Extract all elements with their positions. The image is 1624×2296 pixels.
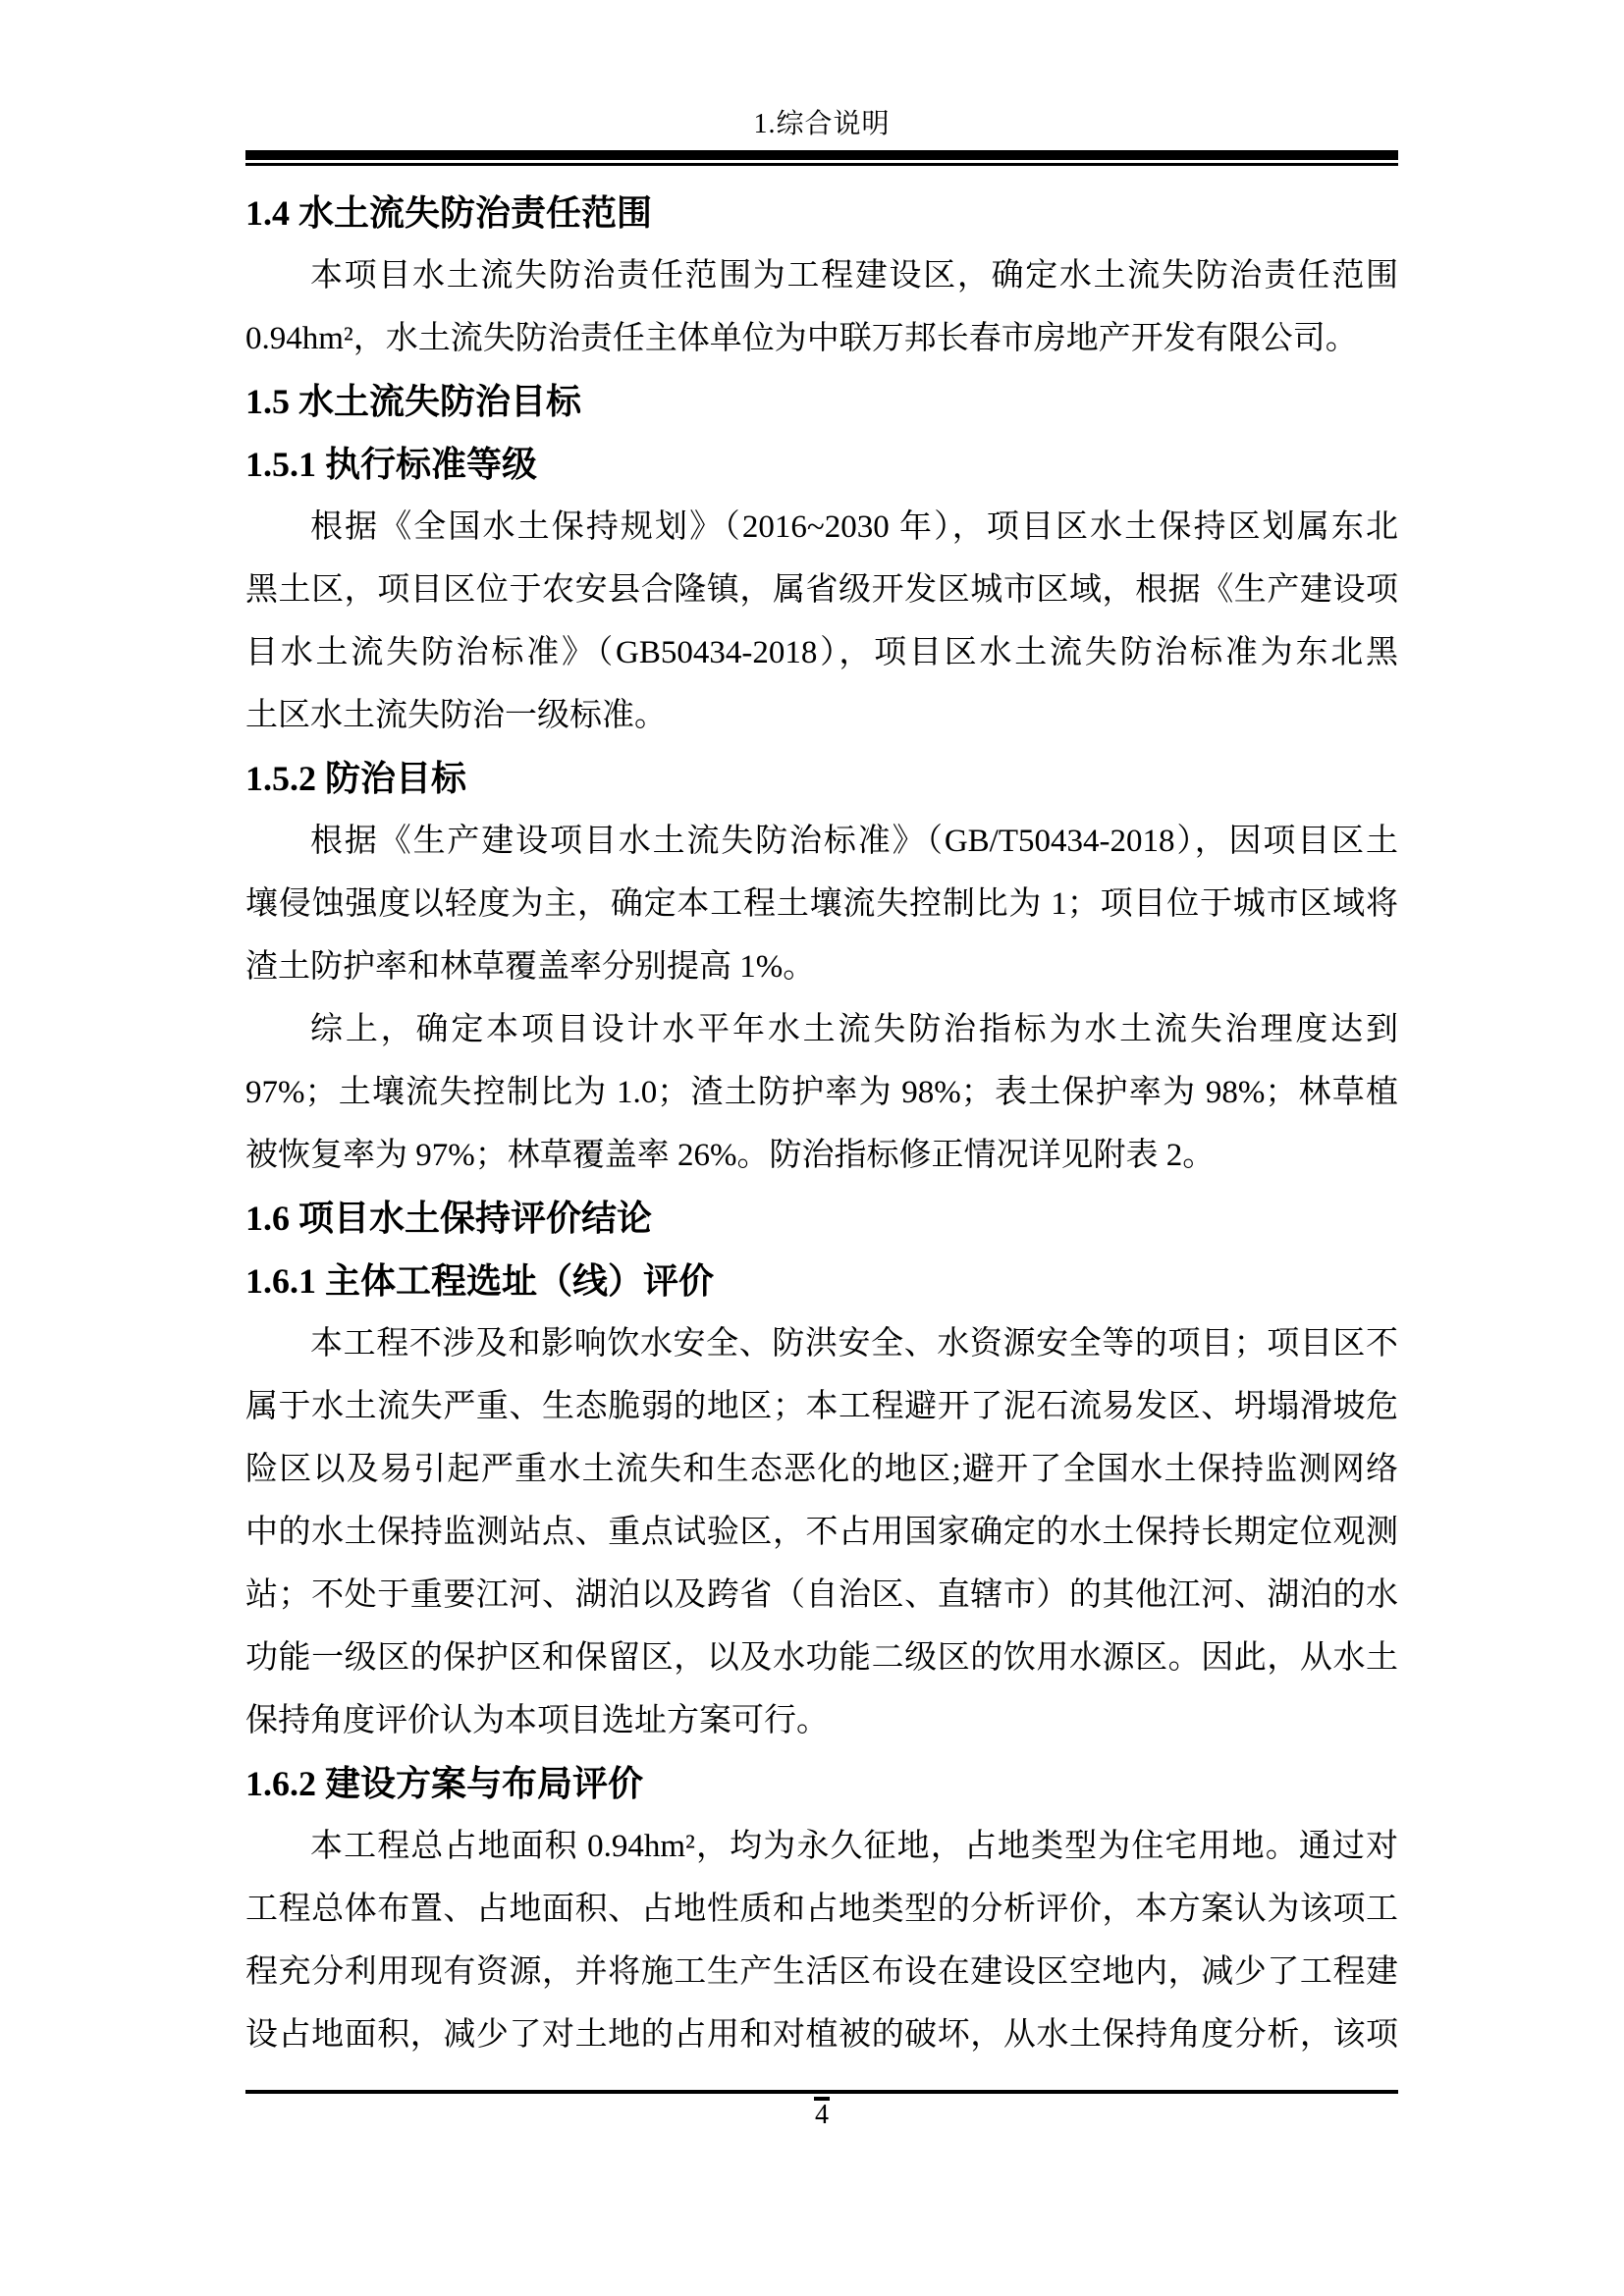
section-heading: 1.6.1 主体工程选址（线）评价 (245, 1261, 715, 1301)
paragraph-line: 保持角度评价认为本项目选址方案可行。 (245, 1703, 829, 1738)
paragraph-line: 根据《全国水土保持规划》（2016~2030 年），项目区水土保持区划属东北 (310, 509, 1398, 545)
paragraph-line: 本工程总占地面积 0.94hm²，均为永久征地，占地类型为住宅用地。通过对 (310, 1829, 1398, 1864)
section-heading: 1.5.1 执行标准等级 (245, 445, 538, 484)
paragraph-line: 功能一级区的保护区和保留区，以及水功能二级区的饮用水源区。因此，从水土 (245, 1640, 1398, 1676)
running-header: 1.综合说明 (753, 109, 891, 139)
paragraph-line: 被恢复率为 97%；林草覆盖率 26%。防治指标修正情况详见附表 2。 (245, 1138, 1216, 1173)
paragraph-line: 渣土防护率和林草覆盖率分别提高 1%。 (245, 949, 816, 985)
paragraph-line: 险区以及易引起严重水土流失和生态恶化的地区;避开了全国水土保持监测网络 (245, 1452, 1398, 1487)
paragraph-line: 综上，确定本项目设计水平年水土流失防治指标为水土流失治理度达到 (310, 1012, 1398, 1047)
paragraph-line: 土区水土流失防治一级标准。 (245, 698, 667, 733)
paragraph (245, 1815, 1398, 2066)
document-body (245, 182, 1398, 2066)
paragraph-line: 设占地面积，减少了对土地的占用和对植被的破坏，从水土保持角度分析，该项 (245, 2017, 1398, 2053)
paragraph (245, 810, 1398, 998)
section-heading: 1.5 水土流失防治目标 (245, 382, 582, 421)
section-heading: 1.6 项目水土保持评价结论 (245, 1199, 653, 1238)
paragraph-line: 工程总体布置、占地面积、占地性质和占地类型的分析评价，本方案认为该项工 (245, 1892, 1398, 1927)
paragraph-line: 黑土区，项目区位于农安县合隆镇，属省级开发区城市区域，根据《生产建设项 (245, 572, 1398, 608)
paragraph-line: 属于水土流失严重、生态脆弱的地区；本工程避开了泥石流易发区、坍塌滑坡危 (245, 1389, 1398, 1424)
paragraph-line: 站；不处于重要江河、湖泊以及跨省（自治区、直辖市）的其他江河、湖泊的水 (245, 1577, 1398, 1613)
paragraph-line: 本工程不涉及和影响饮水安全、防洪安全、水资源安全等的项目；项目区不 (310, 1326, 1398, 1362)
footer-rule (245, 2090, 1398, 2094)
section-heading: 1.6.2 建设方案与布局评价 (245, 1764, 644, 1803)
section-heading: 1.4 水土流失防治责任范围 (245, 193, 653, 233)
paragraph (245, 1312, 1398, 1752)
paragraph-line: 本项目水土流失防治责任范围为工程建设区，确定水土流失防治责任范围 (310, 258, 1398, 294)
paragraph (245, 244, 1398, 370)
paragraph (245, 998, 1398, 1187)
section-heading: 1.5.2 防治目标 (245, 759, 467, 798)
page-number: 4 (815, 2100, 829, 2130)
paragraph-line: 目水土流失防治标准》（GB50434-2018），项目区水土流失防治标准为东北黑 (245, 635, 1398, 670)
header-rule (245, 150, 1398, 166)
paragraph (245, 496, 1398, 747)
paragraph-line: 程充分利用现有资源，并将施工生产生活区布设在建设区空地内，减少了工程建 (245, 1954, 1398, 1990)
paragraph-line: 根据《生产建设项目水土流失防治标准》（GB/T50434-2018），因项目区土 (310, 824, 1398, 859)
paragraph-line: 壤侵蚀强度以轻度为主，确定本工程土壤流失控制比为 1；项目位于城市区域将 (245, 886, 1398, 922)
paragraph-line: 97%；土壤流失控制比为 1.0；渣土防护率为 98%；表土保护率为 98%；林草植 (245, 1075, 1398, 1110)
paragraph-line: 中的水土保持监测站点、重点试验区，不占用国家确定的水土保持长期定位观测 (245, 1515, 1398, 1550)
paragraph-line: 0.94hm²，水土流失防治责任主体单位为中联万邦长春市房地产开发有限公司。 (245, 321, 1358, 356)
